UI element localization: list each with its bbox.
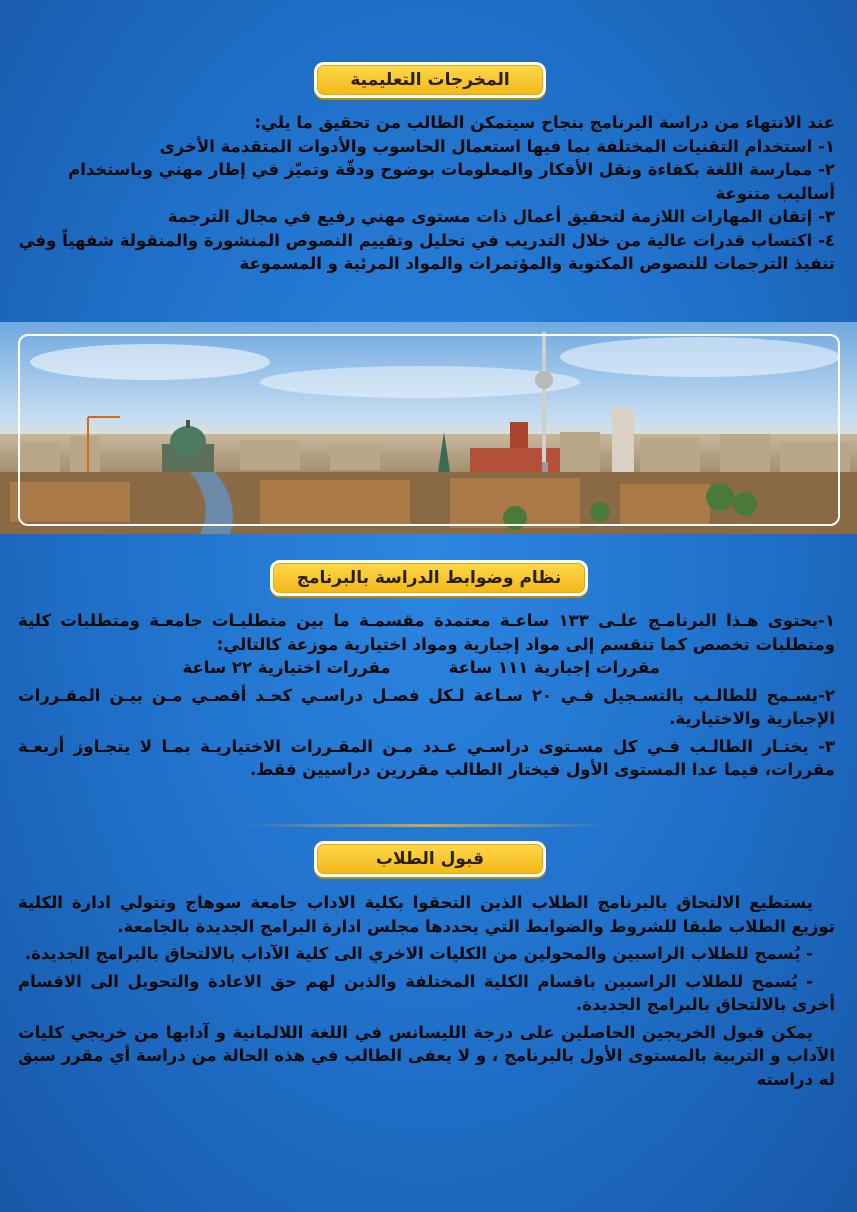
outcome-item: ٢- ممارسة اللغة بكفاءة ونقل الأفكار والمعلومات بوضوح ودقّة وتميّز في إطار مهني وباستخدام أساليب متنوعة	[68, 160, 835, 203]
admission-heading: قبول الطلاب	[314, 841, 546, 877]
section-divider	[245, 824, 610, 827]
admission-paragraph-2: - يُسمح للطلاب الراسبين والمحولين من الكليات الاخري الى كلية الآداب بالالتحاق بالبرامج الجديدة.	[24, 944, 813, 963]
outcomes-text	[18, 111, 835, 276]
elective-courses: مقررات اختيارية ٢٢ ساعة	[182, 658, 391, 677]
admission-text	[18, 891, 835, 1091]
outcome-item: ٣- إتقان المهارات اللازمة لتحقيق أعمال ذات مستوى مهني رفيع في مجال الترجمة	[167, 207, 835, 226]
system-text	[18, 609, 835, 782]
system-paragraph-3: ٣- يختـار الطالـب فـي كل مسـتوى دراسـي عـدد مـن المقـررات الاختياريـة بمـا لا يتجـاوز أربعـة مقررات، فيما عدا المستوى الأول فيختار الطالب مقررين دراسيين فقط.	[18, 736, 835, 779]
outcomes-intro: عند الانتهاء من دراسة البرنامج بنجاح سيتمكن الطالب من تحقيق ما يلي:	[254, 113, 835, 132]
mandatory-courses: مقررات إجبارية ١١١ ساعة	[448, 658, 660, 677]
admission-paragraph-3: - يُسمح للطلاب الراسبين باقسام الكلية المختلفة والذين لهم حق الاعادة والتحويل الى الاقسام أخرى بالالتحاق بالبرامج الجديدة.	[18, 971, 835, 1014]
outcomes-heading: المخرجات التعليمية	[314, 62, 546, 98]
admission-paragraph-4: يمكن قبول الخريجين الحاصلين على درجة الليسانس في اللغة اللالمانية و آدابها من خريجي كليات الآداب و التربية بالمستوى الأول بالبرنامج ، و لا يعفى الطالب في هذه الحالة من دراسة أي مقرر سبق له دراسته	[18, 1022, 835, 1089]
image-frame	[18, 334, 840, 526]
outcome-item: ١- استخدام التقنيات المختلفة بما فيها استعمال الحاسوب والأدوات المتقدمة الأخرى	[159, 136, 835, 156]
admission-paragraph-1: يستطيع الالتحاق بالبرنامج الطلاب الذين التحقوا بكلية الاداب جامعة سوهاج وتتولي ادارة الكلية توزيع الطلاب طبقا للشروط والضوابط التي يحددها مجلس ادارة البرامج الجديدة بالجامعة.	[18, 893, 835, 936]
outcome-item: ٤- اكتساب قدرات عالية من خلال التدريب في تحليل وتقييم النصوص المنشورة والمنقولة شفهياً وفي تنفيذ الترجمات للنصوص المكتوبة والمؤتمرات والمواد المرئية و المسموعة	[18, 230, 835, 273]
course-hours-row	[18, 656, 835, 680]
system-paragraph-2: ٢-يسـمح للطالـب بالتسـجيل فـي ٢٠ سـاعة لـكل فصـل دراسـي كحـد أقصـي مـن بيـن المقـررات الإجبارية والاختيارية.	[18, 685, 835, 728]
system-paragraph-1: ١-يحتوى هـذا البرنامـج علـى ١٣٣ ساعـة معتمدة مقسمـة ما بين متطلبـات جامعـة ومتطلبات كلية ومتطلبات تخصص كما تنقسم إلى مواد إجبارية ومواد اختيارية موزعة كالتالي:	[18, 611, 835, 654]
system-heading: نظام وضوابط الدراسة بالبرنامج	[270, 560, 588, 596]
